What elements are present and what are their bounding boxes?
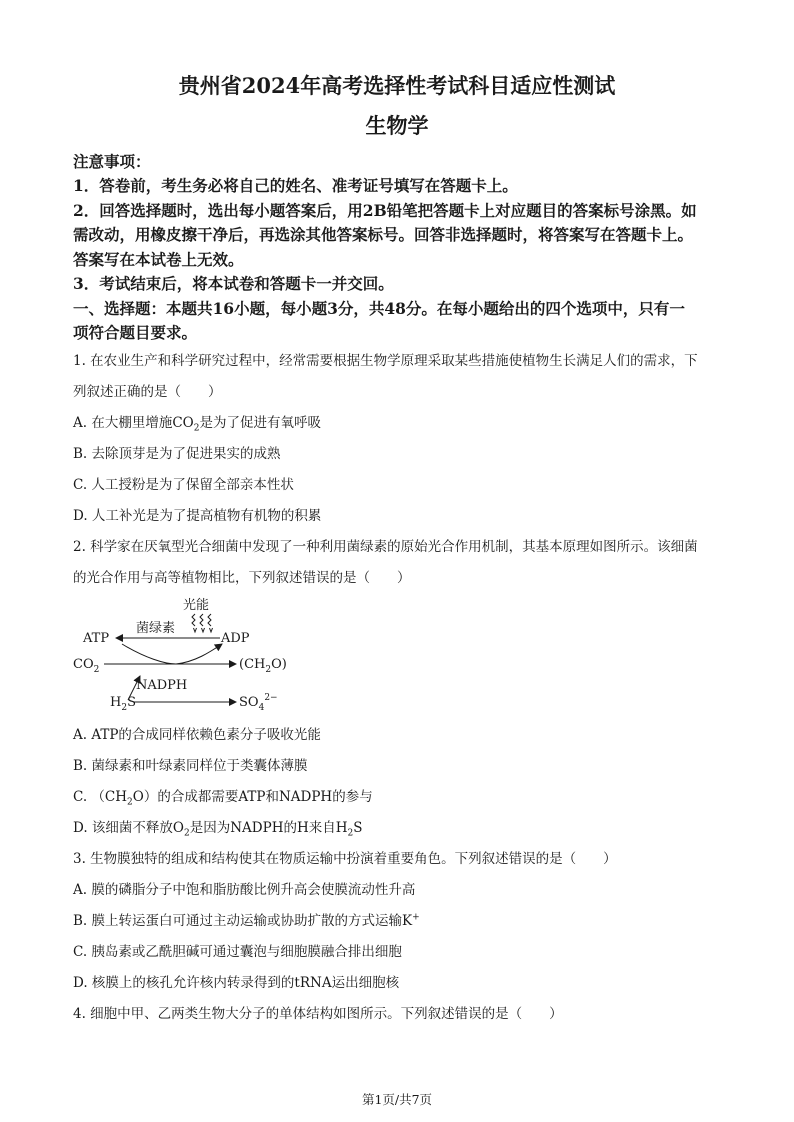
section-heading-cont: 项符合题目要求。 — [73, 323, 198, 342]
notice-heading: 注意事项： — [73, 152, 151, 171]
co2-label: $CO_2$ — [73, 657, 100, 675]
section-heading: 一、选择题：本题共16小题，每小题3分，共48分。在每小题给出的四个选项中，只有一 — [73, 299, 685, 318]
exam-title: 贵州省2024年高考选择性考试科目适应性测试 — [178, 73, 616, 98]
question-1-option-b: B. 去除顶芽是为了促进果实的成熟 — [73, 446, 281, 462]
question-3-option-c: C. 胰岛素或乙酰胆碱可通过囊泡与细胞膜融合排出细胞 — [73, 944, 402, 960]
notice-item: 1．答卷前，考生务必将自己的姓名、准考证号填写在答题卡上。 — [73, 176, 518, 195]
notice-item: 2．回答选择题时，选出每小题答案后，用2B铅笔把答题卡上对应题目的答案标号涂黑。如 — [73, 201, 697, 220]
question-1-option-a: A. 在大棚里增施$CO_2$是为了促进有氧呼吸 — [73, 415, 321, 434]
adp-return-curve — [176, 644, 222, 664]
question-2-stem-cont: 的光合作用与高等植物相比，下列叙述错误的是（ ） — [73, 570, 411, 586]
ch2o-label: $(CH_2O)$ — [239, 657, 287, 675]
question-2-option-b: B. 菌绿素和叶绿素同样位于类囊体薄膜 — [73, 758, 308, 774]
question-1-option-d: D. 人工补光是为了提高植物有机物的积累 — [73, 508, 322, 524]
nadph-label: NADPH — [136, 678, 188, 693]
question-1-stem-cont: 列叙述正确的是（ ） — [73, 384, 222, 400]
question-2-stem: 2. 科学家在厌氧型光合细菌中发现了一种利用菌绿素的原始光合作用机制，其基本原理如图所示。该细菌 — [73, 539, 698, 555]
question-1-option-c: C. 人工授粉是为了保留全部亲本性状 — [73, 477, 294, 493]
question-3-option-d: D. 核膜上的核孔允许核内转录得到的tRNA运出细胞核 — [73, 975, 400, 991]
question-3-option-a: A. 膜的磷脂分子中饱和脂肪酸比例升高会使膜流动性升高 — [73, 882, 416, 898]
subject-title: 生物学 — [365, 113, 429, 138]
notice-item: 3．考试结束后，将本试卷和答题卡一并交回。 — [73, 274, 394, 293]
h2s-label: $H_2S$ — [110, 695, 136, 713]
photosynthesis-diagram — [70, 594, 310, 716]
atp-label: ATP — [83, 631, 110, 646]
light-rays-icon — [192, 614, 213, 632]
adp-label: ADP — [221, 631, 250, 646]
question-4-stem: 4. 细胞中甲、乙两类生物大分子的单体结构如图所示。下列叙述错误的是（ ） — [73, 1006, 563, 1022]
notice-item: 需改动，用橡皮擦干净后，再选涂其他答案标号。回答非选择题时，将答案写在答题卡上。 — [73, 225, 694, 244]
question-1-stem: 1. 在农业生产和科学研究过程中，经常需要根据生物学原理采取某些措施使植物生长满足人们的需求，下 — [73, 353, 698, 369]
light-energy-label: 光能 — [183, 598, 210, 613]
question-2-option-a: A. ATP的合成同样依赖色素分子吸收光能 — [73, 727, 321, 743]
page-footer: 第1页/共7页 — [361, 1092, 433, 1107]
question-2-option-d: D. 该细菌不释放$O_2$是因为NADPH的H来自$H_2S$ — [73, 820, 363, 839]
question-3-option-b: B. 膜上转运蛋白可通过主动运输或协助扩散的方式运输K+ — [73, 912, 420, 929]
notice-item: 答案写在本试卷上无效。 — [73, 250, 244, 269]
atp-use-curve — [122, 644, 176, 664]
bacteriochlorophyll-label: 菌绿素 — [136, 621, 176, 636]
so4-label: $SO_4^{2-}$ — [239, 693, 278, 713]
question-3-stem: 3. 生物膜独特的组成和结构使其在物质运输中扮演着重要角色。下列叙述错误的是（ ） — [73, 851, 617, 867]
question-2-option-c: C. $(CH_2O)$的合成都需要ATP和NADPH的参与 — [73, 789, 373, 808]
